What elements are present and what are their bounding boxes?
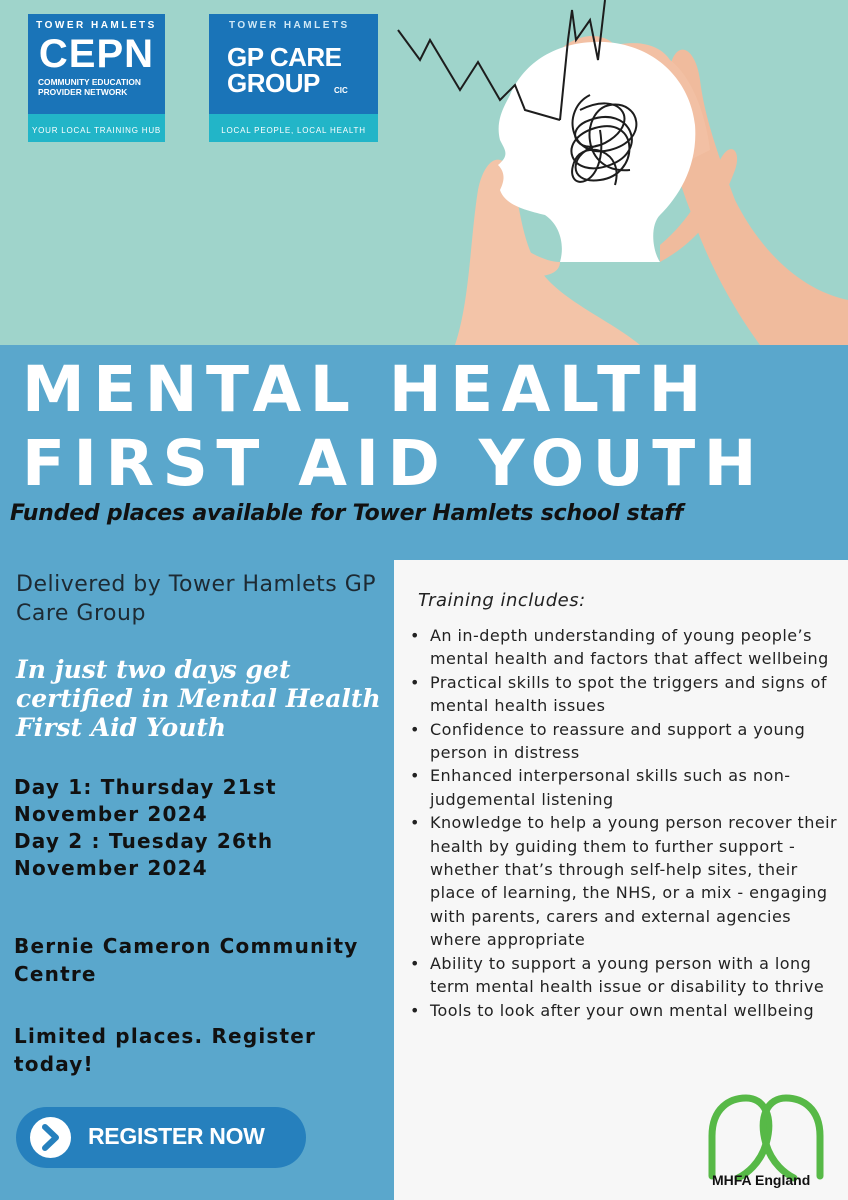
hero-image <box>0 0 848 345</box>
gp-logo-name-line1: GP CARE <box>227 42 342 72</box>
promo-text: In just two days get certified in Mental Health First Aid Youth <box>16 655 381 742</box>
event-dates <box>14 774 390 882</box>
gp-logo-name-line2: GROUP <box>227 68 320 98</box>
chevron-right-icon <box>30 1117 71 1158</box>
day2-date: Day 2 : Tuesday 26th November 2024 <box>14 829 274 880</box>
list-item: • Knowledge to help a young person recover their health by guiding them to further support - whether that’s through self-help sites, their place of learning, the NHS, or a mix - engaging with parents, carers and external agencies where appropriate <box>408 811 842 951</box>
venue-text: Bernie Cameron Community Centre <box>14 934 359 986</box>
title-band <box>0 345 848 560</box>
list-item: • Ability to support a young person with a long term mental health issue or disability to thrive <box>408 952 842 999</box>
register-now-label: REGISTER NOW <box>88 1123 265 1149</box>
cepn-logo-sub1: COMMUNITY EDUCATION <box>38 77 141 87</box>
training-heading: Training includes: <box>418 590 586 611</box>
list-item: • Confidence to reassure and support a young person in distress <box>408 718 842 765</box>
gp-logo-top-text: TOWER HAMLETS <box>229 20 350 31</box>
page-title-line2: FIRST AID YOUTH <box>22 427 765 500</box>
list-item: • An in-depth understanding of young people’s mental health and factors that affect wellbeing <box>408 624 842 671</box>
list-item: • Enhanced interpersonal skills such as non-judgemental listening <box>408 764 842 811</box>
training-panel <box>394 560 848 1200</box>
mhfa-england-name: MHFA England <box>712 1172 811 1188</box>
gp-care-group-logo <box>209 14 378 142</box>
limited-places-text: Limited places. Register today! <box>14 1024 317 1076</box>
gp-logo-suffix: CIC <box>334 86 348 95</box>
register-now-button[interactable] <box>16 1107 306 1168</box>
cepn-logo-top-text: TOWER HAMLETS <box>36 20 157 31</box>
list-item: • Practical skills to spot the triggers and signs of mental health issues <box>408 671 842 718</box>
page-subtitle: Funded places available for Tower Hamlets school staff <box>10 501 684 526</box>
cepn-logo <box>28 14 165 142</box>
page-title-line1: MENTAL HEALTH <box>22 353 710 426</box>
event-details-column <box>0 560 394 1200</box>
list-item: • Tools to look after your own mental wellbeing <box>408 999 842 1022</box>
cepn-logo-name: CEPN <box>38 32 155 76</box>
training-list <box>408 624 842 1022</box>
cepn-logo-tagline: YOUR LOCAL TRAINING HUB <box>31 126 162 135</box>
day1-date: Day 1: Thursday 21st November 2024 <box>14 775 277 826</box>
cepn-logo-sub2: PROVIDER NETWORK <box>38 87 128 97</box>
delivered-by-text: Delivered by Tower Hamlets GP Care Group <box>16 572 377 626</box>
gp-logo-tagline: LOCAL PEOPLE, LOCAL HEALTH <box>221 126 366 135</box>
